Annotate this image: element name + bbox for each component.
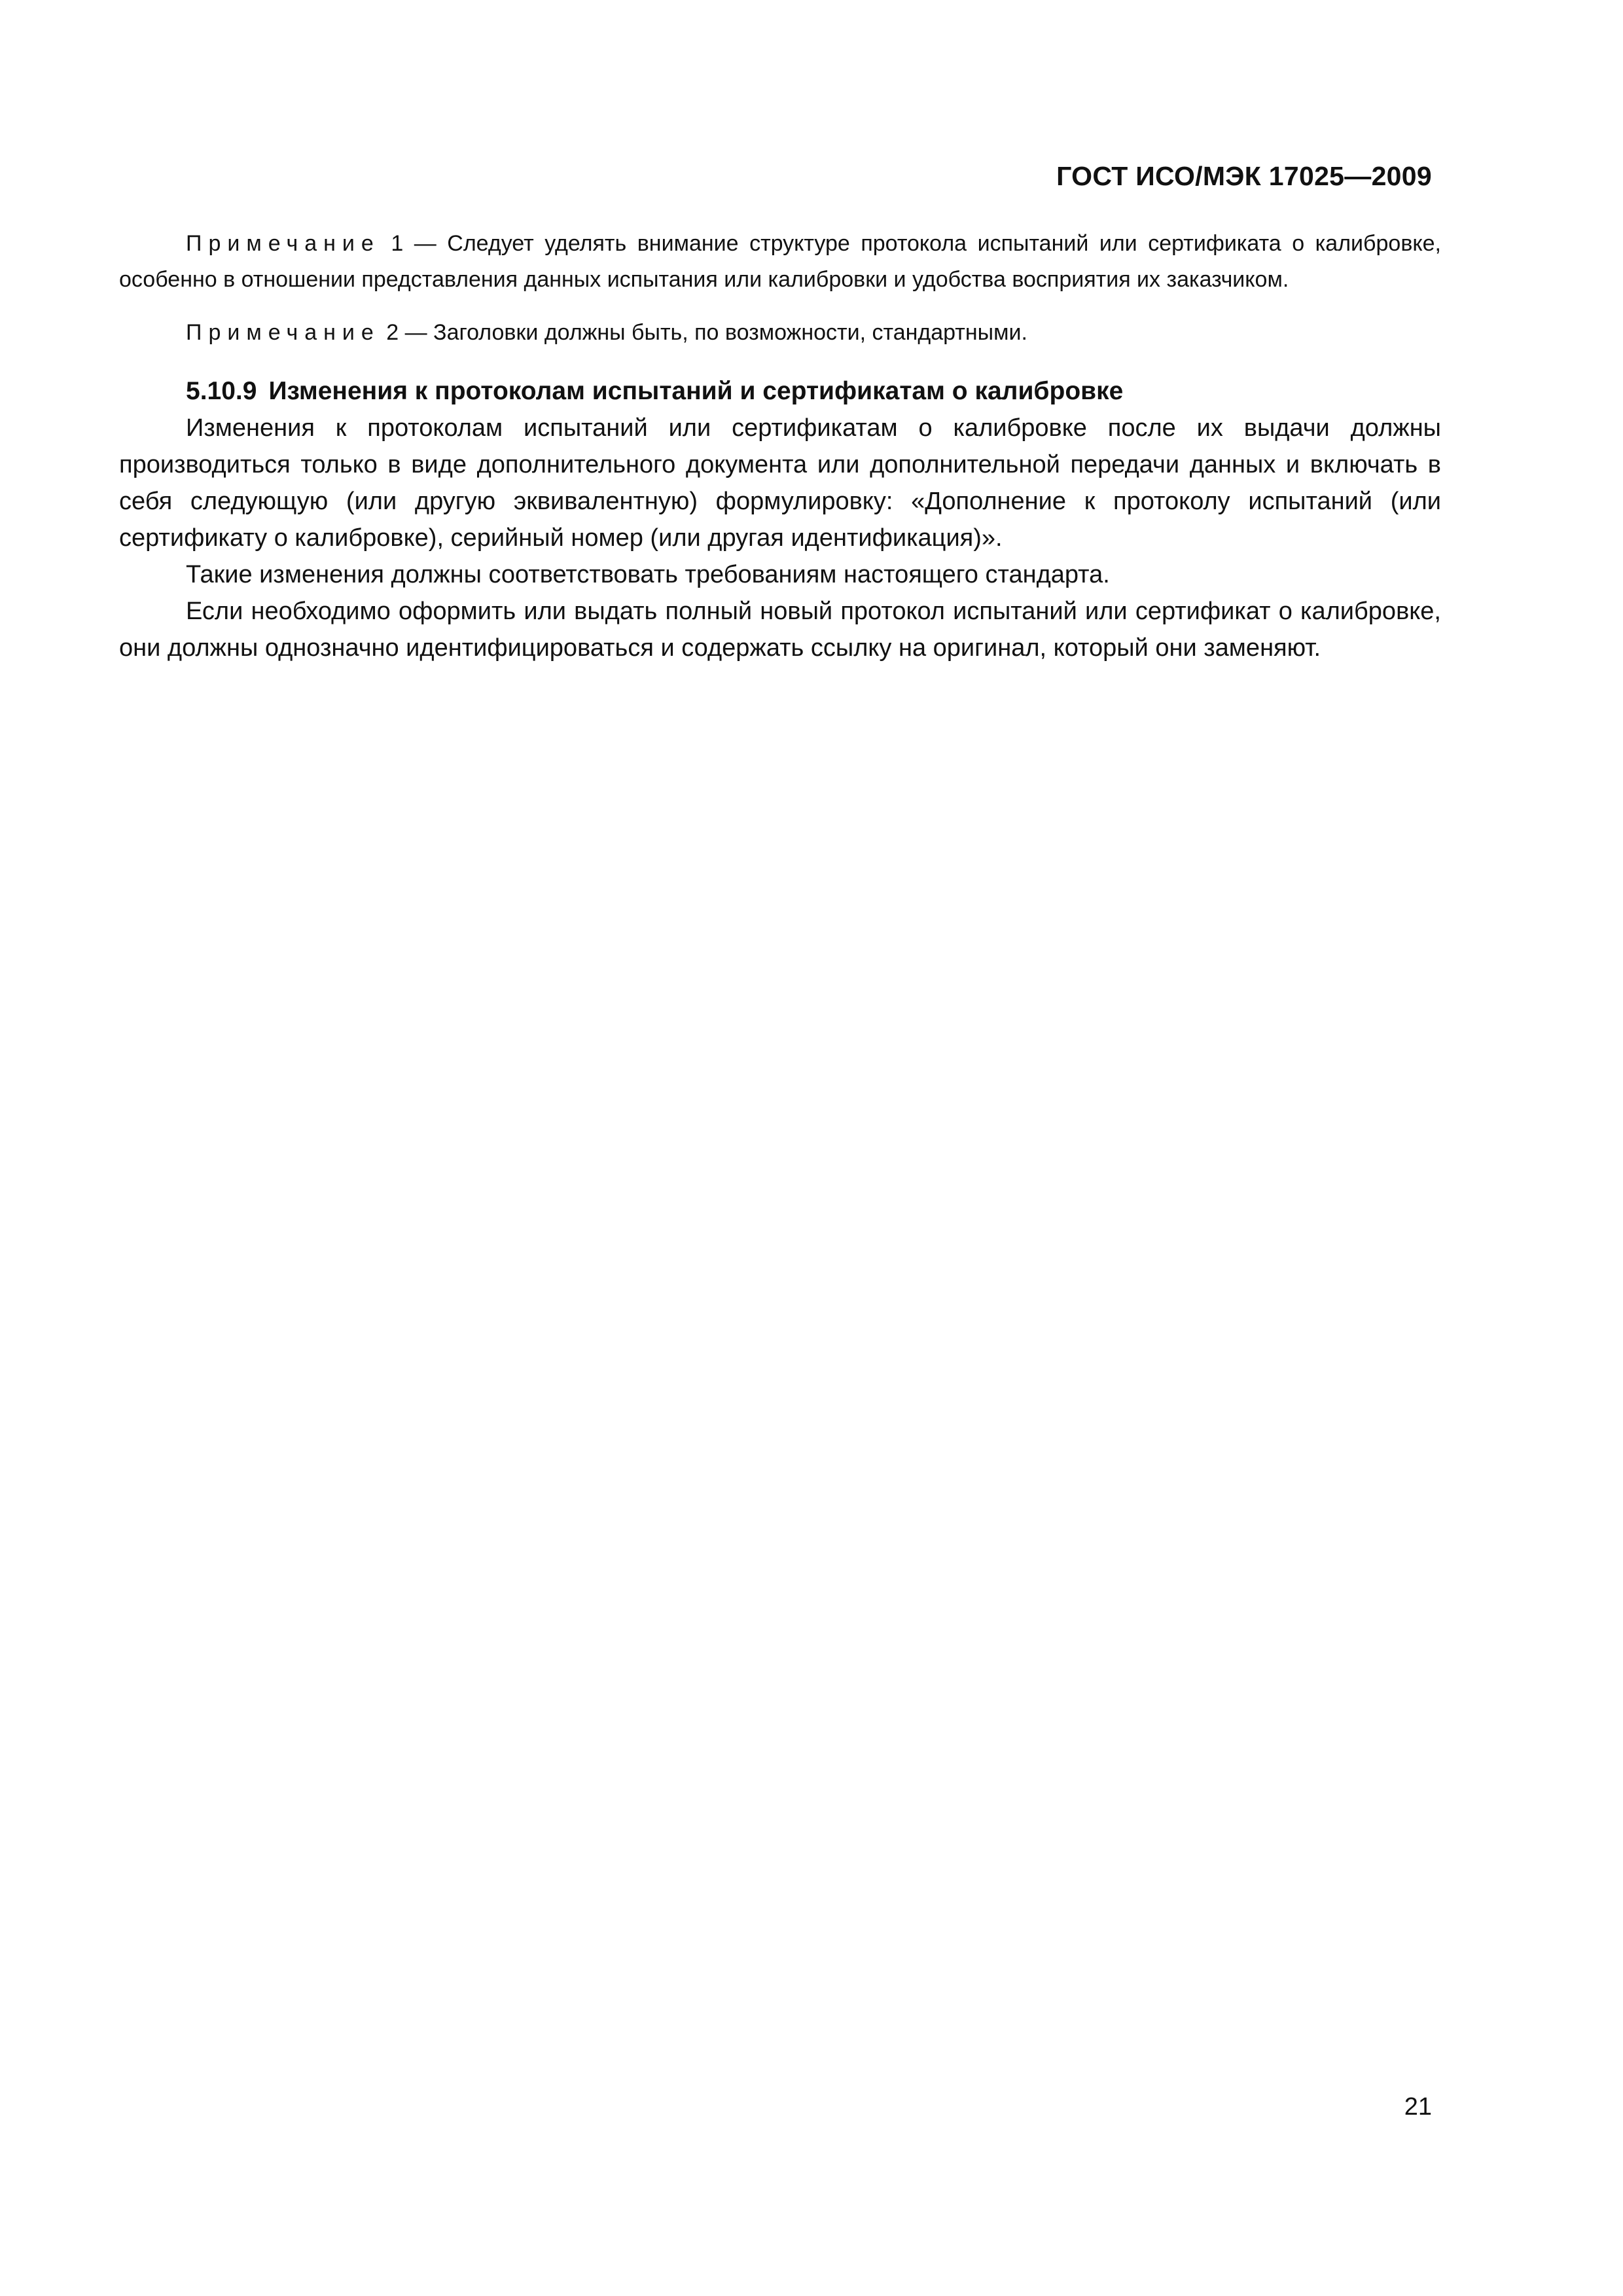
section-title: Изменения к протоколам испытаний и сертификатам о калибровке (268, 377, 1124, 405)
page-content (119, 226, 1441, 666)
note-1 (119, 226, 1441, 298)
note-text: 2 — Заголовки должны быть, по возможности, стандартными. (380, 320, 1027, 345)
note-label: Примечание (186, 320, 380, 345)
section-paragraph: Если необходимо оформить или выдать полный новый протокол испытаний или сертификат о калибровке, они должны однозначно идентифицироваться и содержать ссылку на оригинал, который они заменяют. (119, 598, 1441, 662)
section-number: 5.10.9 (186, 377, 257, 405)
section-heading (119, 373, 1441, 410)
page-number: 21 (1404, 2093, 1432, 2121)
section-paragraph: Такие изменения должны соответствовать требованиям настоящего стандарта. (186, 561, 1110, 588)
section-paragraph: Изменения к протоколам испытаний или сертификатам о калибровке после их выдачи должны производиться только в виде дополнительного документа или дополнительной передачи данных и включать в себя следующую (или другую эквивалентную) формулировку: «Дополнение к протоколу испытаний (или сертификату о калибровке), серийный номер (или другая идентификация)». (119, 414, 1441, 552)
note-label: Примечание (186, 231, 380, 256)
document-header: ГОСТ ИСО/МЭК 17025—2009 (1056, 161, 1432, 191)
note-2 (119, 315, 1441, 351)
note-text: 1 — Следует уделять внимание структуре протокола испытаний или сертификата о калибровке, особенно в отношении представления данных испытания или калибровки и удобства восприятия их заказчиком. (119, 231, 1441, 292)
